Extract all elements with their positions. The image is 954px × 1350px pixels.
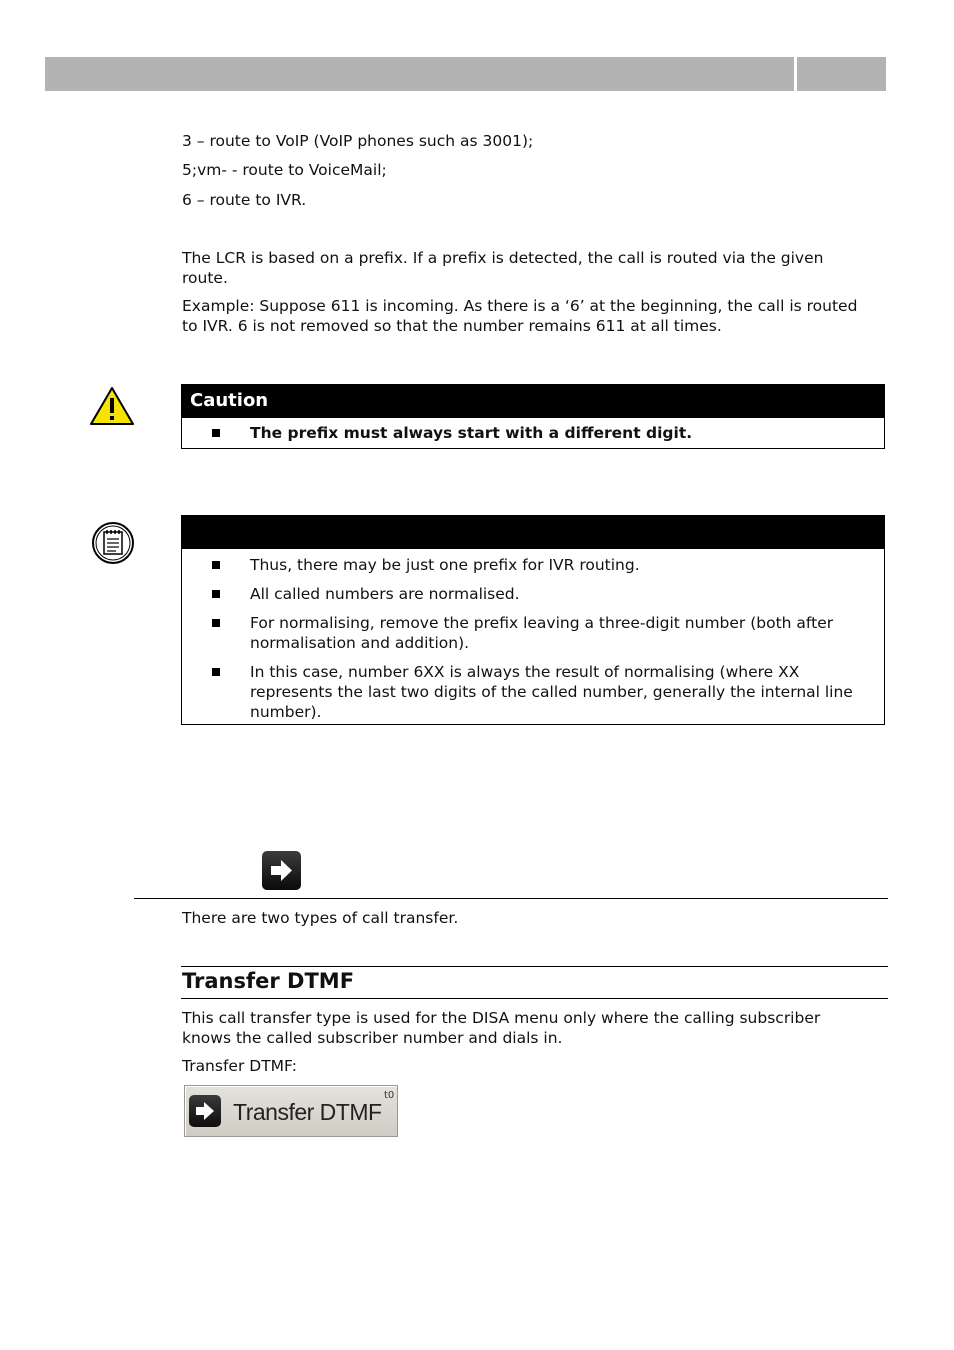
header-page-box [797,57,886,91]
note-title [182,516,884,549]
transfer-dtmf-button[interactable] [184,1085,398,1137]
lcr-paragraph: The LCR is based on a prefix. If a prefix is detected, the call is routed via the given route. [182,249,824,287]
bullet-icon [212,619,220,627]
caution-title: Caution [182,385,884,418]
note-item [182,613,884,653]
note-item [182,555,884,575]
arrow-right-icon [189,1095,221,1127]
notepad-icon [91,521,135,569]
bullet-icon [212,668,220,676]
note-item-text: All called numbers are normalised. [250,585,520,603]
warning-triangle-icon [89,386,135,430]
note-item-text: Thus, there may be just one prefix for IVR routing. [250,556,640,574]
section-divider [134,898,888,899]
note-item-text: In this case, number 6XX is always the result of normalising (where XX represents the last two digits of the called number, generally the internal line number). [250,663,853,721]
transfer-dtmf-label: Transfer DTMF: [182,1057,297,1075]
note-box [181,515,885,725]
route-item: 3 – route to VoIP (VoIP phones such as 3001); [182,132,534,150]
section-heading: Transfer DTMF [182,969,355,993]
transfer-dtmf-badge: t0 [384,1090,395,1101]
note-item [182,584,884,604]
bullet-icon [212,429,220,437]
caution-item-text: The prefix must always start with a different digit. [250,424,693,442]
bullet-icon [212,590,220,598]
caution-box [181,384,885,449]
transfer-intro: There are two types of call transfer. [182,909,459,927]
note-item [182,662,884,722]
route-item: 6 – route to IVR. [182,191,307,209]
header-bar [45,57,794,91]
heading-rule-bottom [181,998,888,999]
transfer-dtmf-description: This call transfer type is used for the DISA menu only where the calling subscriber knows the called subscriber number and dials in. [182,1009,821,1047]
caution-item [182,423,884,443]
bullet-icon [212,561,220,569]
arrow-right-icon [262,851,301,890]
lcr-example-paragraph: Example: Suppose 611 is incoming. As there is a ‘6’ at the beginning, the call is routed to IVR. 6 is not removed so that the number remains 611 at all times. [182,297,858,335]
note-item-text: For normalising, remove the prefix leaving a three-digit number (both after normalisation and addition). [250,614,834,652]
heading-rule-top [181,966,888,967]
route-item: 5;vm- - route to VoiceMail; [182,161,387,179]
transfer-dtmf-button-label: Transfer DTMF [233,1099,382,1125]
